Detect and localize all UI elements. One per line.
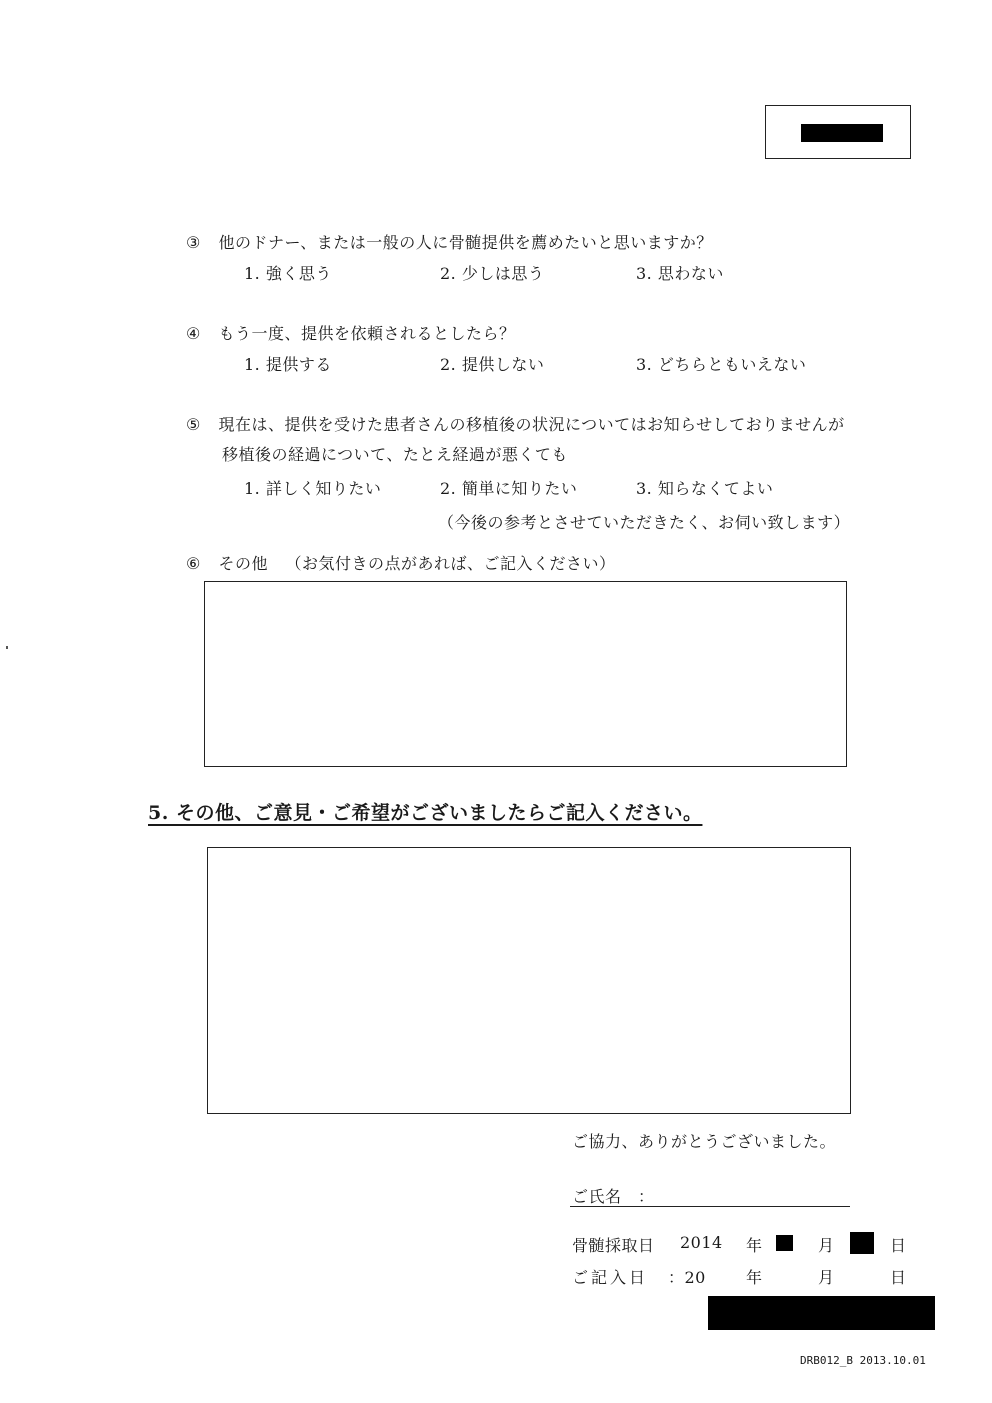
question-4-option-2[interactable]: 2. 提供しない	[440, 355, 545, 374]
question-3-option-2[interactable]: 2. 少しは思う	[440, 264, 545, 283]
question-5-number: ⑤	[186, 415, 201, 434]
question-5-text-line2: 移植後の経過について、たとえ経過が悪くても	[222, 445, 568, 464]
harvest-date-label: 骨髄採取日	[572, 1236, 655, 1255]
entry-date-label: ご記入日	[572, 1268, 649, 1287]
entry-month-field[interactable]	[772, 1262, 814, 1284]
question-3-text: 他のドナー、または一般の人に骨髄提供を薦めたいと思いますか？	[218, 233, 713, 252]
entry-month-unit: 月	[818, 1268, 835, 1287]
id-box	[765, 105, 911, 159]
question-4-option-1[interactable]: 1. 提供する	[244, 355, 332, 374]
question-4-number: ④	[186, 324, 201, 343]
name-field[interactable]	[670, 1180, 848, 1204]
question-6-answer-box[interactable]	[204, 581, 847, 767]
name-underline	[570, 1206, 850, 1207]
harvest-day-unit: 日	[890, 1236, 907, 1255]
thanks-message: ご協力、ありがとうございました。	[572, 1132, 837, 1151]
question-6	[186, 551, 616, 574]
harvest-month-unit: 月	[818, 1236, 835, 1255]
section-5-answer-box[interactable]	[207, 847, 851, 1114]
entry-year-prefix: ：20	[668, 1268, 706, 1287]
harvest-day-redaction	[850, 1232, 874, 1254]
question-4-text: もう一度、提供を依頼されるとしたら？	[218, 324, 516, 343]
entry-year-field[interactable]	[708, 1262, 742, 1284]
question-4-option-3[interactable]: 3. どちらともいえない	[636, 355, 807, 374]
entry-day-field[interactable]	[844, 1262, 886, 1284]
question-4	[186, 321, 515, 344]
question-3-option-1[interactable]: 1. 強く思う	[244, 264, 332, 283]
entry-year-unit: 年	[746, 1268, 763, 1287]
question-5	[186, 412, 845, 435]
question-6-number: ⑥	[186, 554, 201, 573]
question-5-option-2[interactable]: 2. 簡単に知りたい	[440, 479, 578, 498]
question-3	[186, 230, 713, 253]
form-code: DRB012_B 2013.10.01	[800, 1354, 926, 1367]
scan-speck	[6, 646, 8, 649]
question-3-option-3[interactable]: 3. 思わない	[636, 264, 724, 283]
name-label: ご氏名 ：	[572, 1187, 655, 1206]
question-3-number: ③	[186, 233, 201, 252]
question-6-text: その他	[218, 554, 268, 573]
section-5-title: 5. その他、ご意見・ご希望がございましたらご記入ください。	[148, 802, 703, 824]
question-6-note: （お気付きの点があれば、ご記入ください）	[285, 554, 616, 573]
entry-day-unit: 日	[890, 1268, 907, 1287]
question-5-option-3[interactable]: 3. 知らなくてよい	[636, 479, 774, 498]
question-5-note: （今後の参考とさせていただきたく、お伺い致します）	[438, 513, 851, 532]
redaction-mark	[801, 124, 883, 142]
harvest-month-redaction	[776, 1235, 793, 1251]
harvest-year: 2014	[680, 1233, 723, 1252]
harvest-year-unit: 年	[746, 1236, 763, 1255]
bottom-redaction	[708, 1296, 935, 1330]
question-5-option-1[interactable]: 1. 詳しく知りたい	[244, 479, 382, 498]
question-5-text-line1: 現在は、提供を受けた患者さんの移植後の状況についてはお知らせしておりませんが	[218, 415, 845, 434]
